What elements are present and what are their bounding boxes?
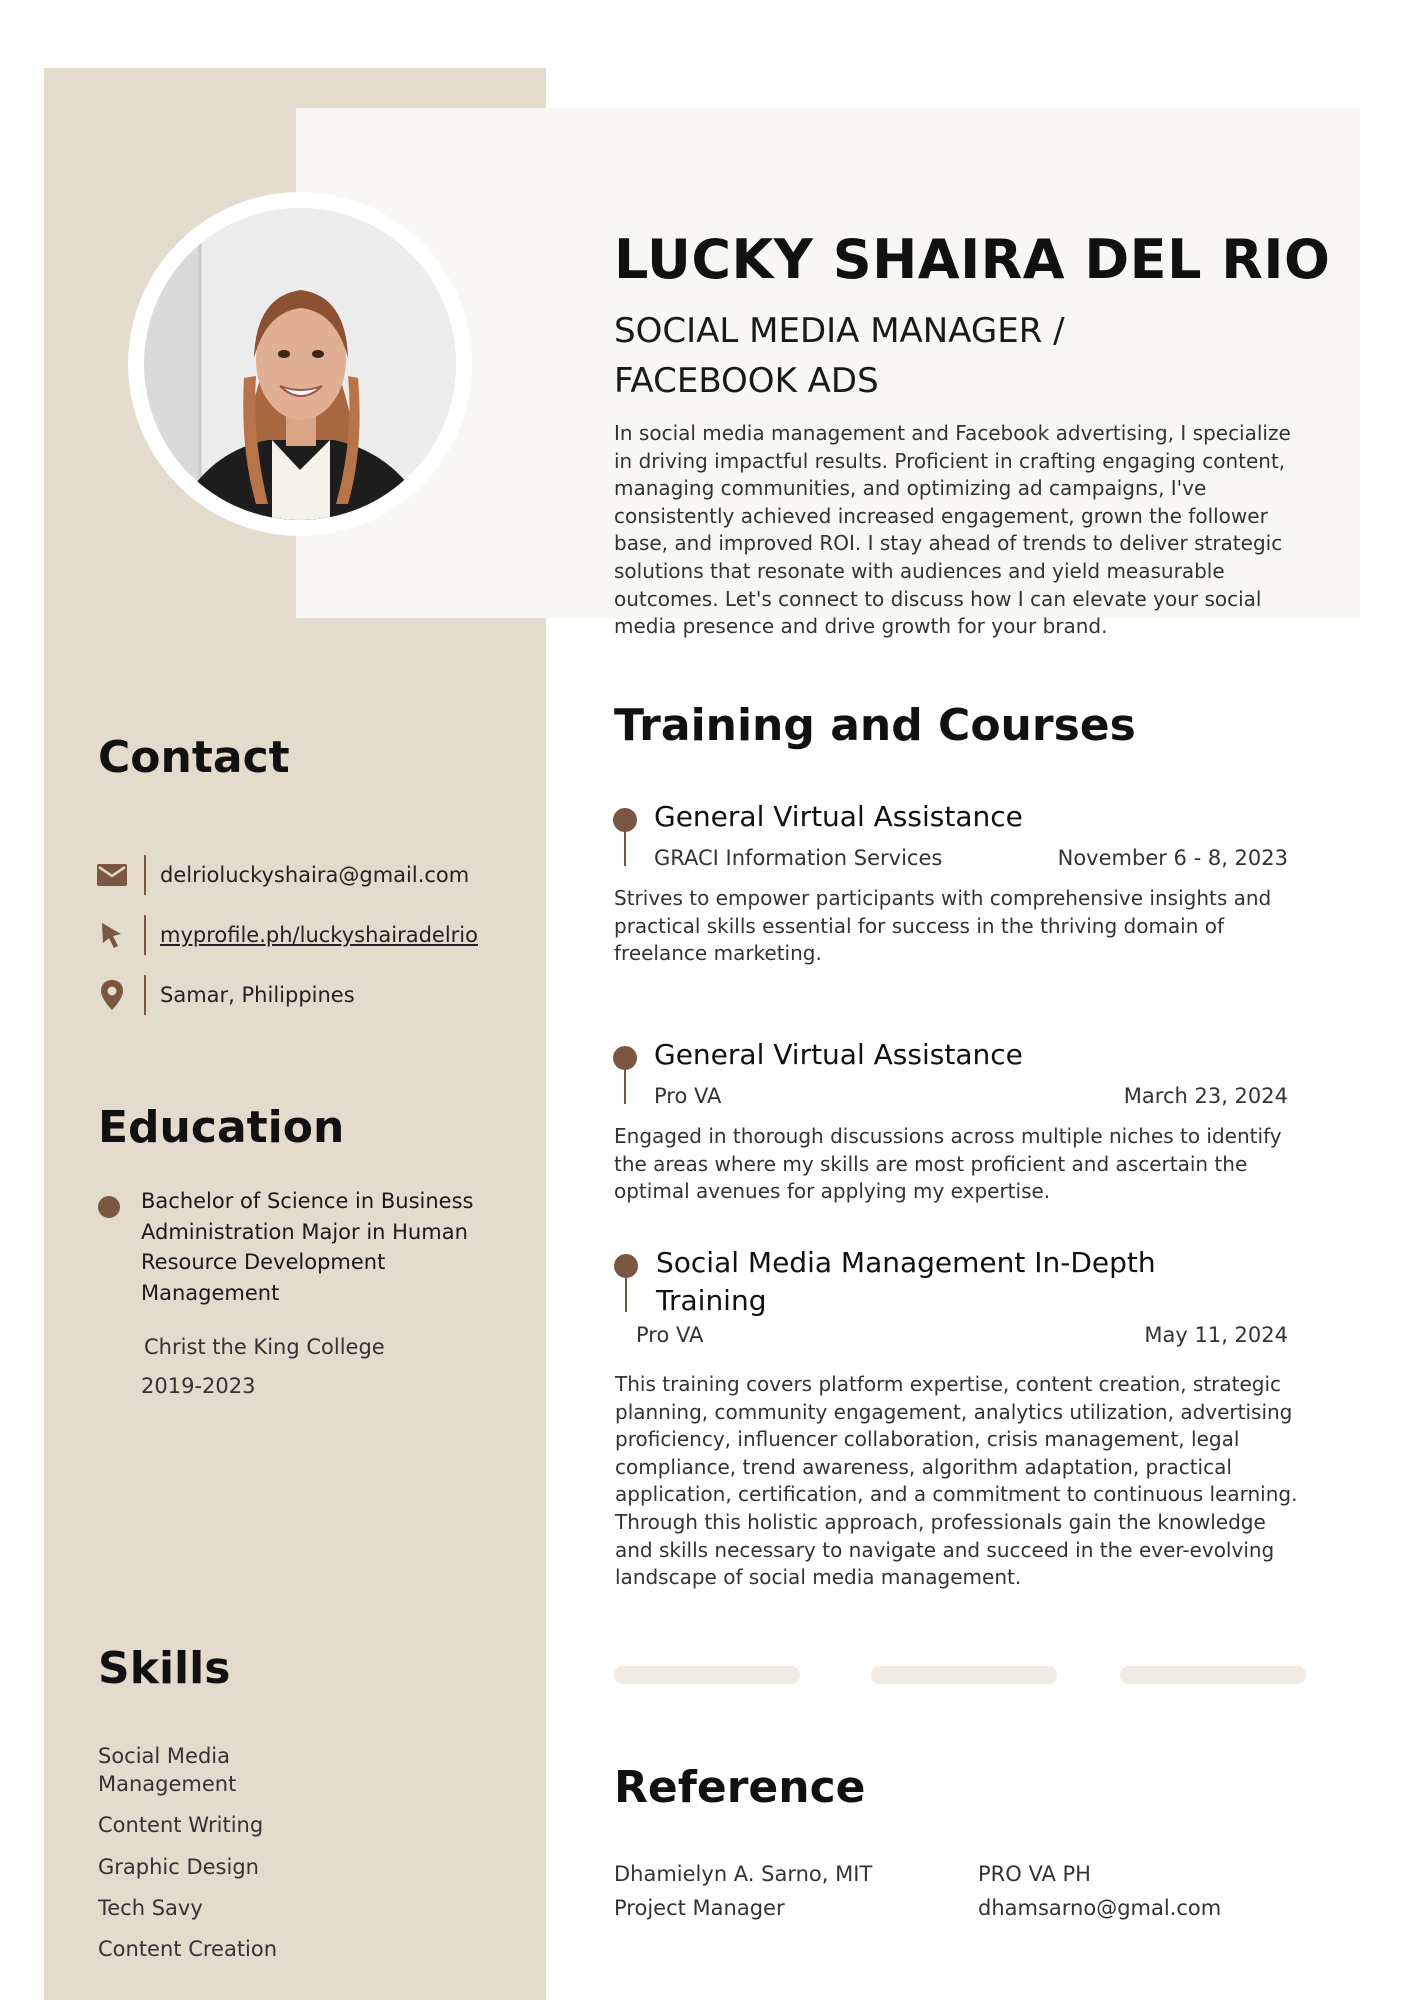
reference-company: PRO VA PH [978,1862,1091,1886]
contact-location: Samar, Philippines [160,983,355,1007]
contact-divider [144,975,146,1015]
contact-heading: Contact [98,732,290,783]
profile-photo [144,208,456,520]
decorative-pill [871,1666,1057,1684]
reference-heading: Reference [614,1762,866,1813]
education-school: Christ the King College [144,1335,385,1359]
education-degree: Bachelor of Science in Business Administration Major in Human Resource Development Management [141,1189,474,1305]
training-date: November 6 - 8, 2023 [1057,846,1288,870]
training-date: March 23, 2024 [1123,1084,1288,1108]
reference-email[interactable]: dhamsarno@gmal.com [978,1896,1222,1920]
skill-item: Social Media Management [98,1744,237,1796]
education-years: 2019-2023 [141,1374,256,1398]
contact-divider [144,855,146,895]
job-title: SOCIAL MEDIA MANAGER / FACEBOOK ADS [614,311,1065,401]
timeline-stem [624,828,626,866]
decorative-pill [614,1666,800,1684]
skill-item: Tech Savy [98,1896,203,1920]
candidate-name: LUCKY SHAIRA DEL RIO [614,228,1331,291]
education-heading: Education [98,1102,345,1153]
contact-website-row[interactable] [96,915,478,955]
education-bullet [98,1196,120,1218]
skill-item: Graphic Design [98,1855,259,1879]
training-description: Strives to empower participants with comprehensive insights and practical skills essential for success in the thriving domain of freelance marketing. [614,886,1272,966]
profile-photo-frame [128,192,472,536]
timeline-stem [625,1274,627,1312]
contact-location-row [96,975,355,1015]
location-pin-icon [96,979,128,1011]
profile-summary: In social media management and Facebook advertising, I specialize in driving impactful results. Proficient in crafting engaging content, managing communities, and optimizing ad campaigns, I've consistently achieved increased engagement, grown the follower base, and improved ROI. I stay ahead of trends to deliver strategic solutions that resonate with audiences and yield measurable outcomes. Let's connect to discuss how I can elevate your social media presence and drive growth for your brand. [614,421,1291,639]
reference-position: Project Manager [614,1896,785,1920]
training-date: May 11, 2024 [1144,1323,1288,1347]
skill-item: Content Writing [98,1813,264,1837]
contact-email[interactable]: delrioluckyshaira@gmail.com [160,863,470,887]
training-organization: GRACI Information Services [654,846,943,870]
training-description: Engaged in thorough discussions across multiple niches to identify the areas where my skills are most proficient and ascertain the optimal avenues for applying my expertise. [614,1124,1282,1204]
contact-website-link[interactable]: myprofile.ph/luckyshairadelrio [160,923,478,947]
training-title: Social Media Management In-Depth Training [656,1246,1156,1317]
envelope-icon [96,859,128,891]
training-title: General Virtual Assistance [654,1038,1023,1071]
training-heading: Training and Courses [614,700,1136,751]
training-title: General Virtual Assistance [654,800,1023,833]
cursor-icon [96,919,128,951]
skill-item: Content Creation [98,1937,278,1961]
training-organization: Pro VA [636,1323,704,1347]
decorative-pill [1120,1666,1306,1684]
training-description: This training covers platform expertise, content creation, strategic planning, community engagement, analytics utilization, advertising proficiency, influencer collaboration, crisis management, legal compliance, trend awareness, algorithm adaptation, practical application, certification, and a commitment to continuous learning. Through this holistic approach, professionals gain the knowledge and skills necessary to navigate and succeed in the ever-evolving landscape of social media management. [615,1372,1298,1590]
training-organization: Pro VA [654,1084,722,1108]
skills-heading: Skills [98,1643,231,1694]
contact-divider [144,915,146,955]
contact-email-row[interactable] [96,855,469,895]
reference-name: Dhamielyn A. Sarno, MIT [614,1862,873,1886]
timeline-stem [624,1066,626,1104]
